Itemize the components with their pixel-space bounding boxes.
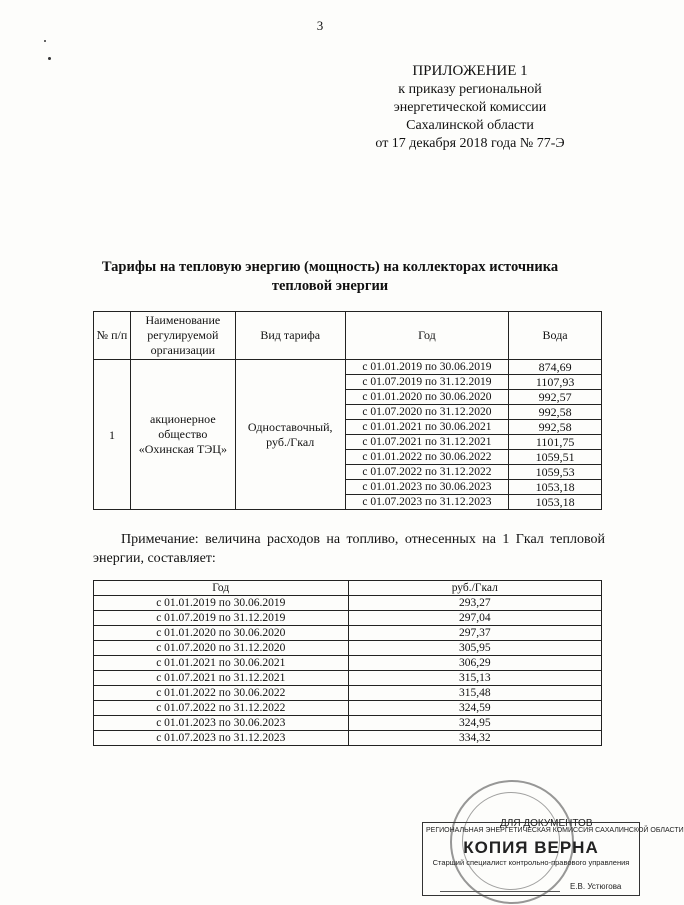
stamp-for-documents: ДЛЯ ДОКУМЕНТОВ	[500, 818, 593, 829]
col-header-number: № п/п	[94, 312, 131, 360]
tariff-value: 992,58	[509, 405, 602, 420]
annex-line: энергетической комиссии	[393, 100, 547, 115]
tariff-value: 1101,75	[509, 435, 602, 450]
annex-line: Сахалинской области	[406, 118, 534, 133]
table-row	[94, 626, 602, 641]
fuel-value: 324,59	[348, 701, 601, 716]
col-header-water: Вода	[509, 312, 602, 360]
table-row	[94, 641, 602, 656]
table-row	[94, 701, 602, 716]
fuel-value: 297,04	[348, 611, 601, 626]
fuel-period: с 01.01.2020 по 30.06.2020	[94, 626, 349, 641]
table-row	[94, 596, 602, 611]
note-paragraph: Примечание: величина расходов на топливо, отнесенных на 1 Гкал тепловой энергии, составляет:	[93, 532, 605, 566]
fuel-period: с 01.07.2022 по 31.12.2022	[94, 701, 349, 716]
page-number: 3	[316, 18, 324, 33]
table-row	[94, 686, 602, 701]
annex-line: от 17 декабря 2018 года № 77-Э	[375, 136, 565, 151]
tariff-value: 992,57	[509, 390, 602, 405]
tariff-period: с 01.07.2022 по 31.12.2022	[345, 465, 509, 480]
tariff-period: с 01.01.2021 по 30.06.2021	[345, 420, 509, 435]
tariff-value: 1053,18	[509, 480, 602, 495]
tariff-kind: Одноставочный, руб./Гкал	[235, 360, 345, 510]
fuel-period: с 01.01.2023 по 30.06.2023	[94, 716, 349, 731]
fuel-period: с 01.01.2022 по 30.06.2022	[94, 686, 349, 701]
stamp-signer: Е.В. Устюгова	[570, 882, 622, 891]
tariff-period: с 01.01.2023 по 30.06.2023	[345, 480, 509, 495]
annex-heading: ПРИЛОЖЕНИЕ 1	[412, 63, 528, 79]
fuel-value: 324,95	[348, 716, 601, 731]
fuel-period: с 01.01.2021 по 30.06.2021	[94, 656, 349, 671]
col-header-tariff-kind: Вид тарифа	[235, 312, 345, 360]
fuel-value: 334,32	[348, 731, 601, 746]
tariff-value: 992,58	[509, 420, 602, 435]
fuel-cost-table	[93, 580, 602, 746]
fuel-value: 315,13	[348, 671, 601, 686]
table-row	[94, 656, 602, 671]
fuel-period: с 01.07.2023 по 31.12.2023	[94, 731, 349, 746]
fuel-period: с 01.07.2021 по 31.12.2021	[94, 671, 349, 686]
col-header-period: Год	[345, 312, 509, 360]
col-header-period: Год	[94, 581, 349, 596]
table-row	[94, 731, 602, 746]
tariff-value: 1107,93	[509, 375, 602, 390]
fuel-period: с 01.01.2019 по 30.06.2019	[94, 596, 349, 611]
fuel-value: 297,37	[348, 626, 601, 641]
scan-speck	[48, 57, 51, 60]
fuel-value: 305,95	[348, 641, 601, 656]
tariff-period: с 01.01.2019 по 30.06.2019	[345, 360, 509, 375]
tariff-period: с 01.07.2021 по 31.12.2021	[345, 435, 509, 450]
tariff-period: с 01.01.2020 по 30.06.2020	[345, 390, 509, 405]
table-row	[94, 716, 602, 731]
tariff-value: 1053,18	[509, 495, 602, 510]
stamp-copy-verified: КОПИЯ ВЕРНА	[463, 838, 599, 857]
col-header-value: руб./Гкал	[348, 581, 601, 596]
fuel-period: с 01.07.2019 по 31.12.2019	[94, 611, 349, 626]
table-row	[94, 360, 602, 375]
stamp-position: Старший специалист контрольно-правового управления	[432, 858, 630, 867]
tariff-value: 1059,51	[509, 450, 602, 465]
fuel-value: 306,29	[348, 656, 601, 671]
document-title: Тарифы на тепловую энергию (мощность) на коллекторах источника тепловой энергии	[101, 259, 559, 294]
tariff-value: 1059,53	[509, 465, 602, 480]
stamp-department: РЕГИОНАЛЬНАЯ ЭНЕРГЕТИЧЕСКАЯ КОМИССИЯ САХАЛИНСКОЙ ОБЛАСТИ	[426, 827, 684, 834]
tariff-table-header	[94, 312, 602, 360]
signature-line	[440, 891, 560, 892]
col-header-organization: Наименование регулируемой организации	[130, 312, 235, 360]
row-number: 1	[94, 360, 131, 510]
fuel-value: 315,48	[348, 686, 601, 701]
tariff-value: 874,69	[509, 360, 602, 375]
tariff-period: с 01.07.2019 по 31.12.2019	[345, 375, 509, 390]
tariff-period: с 01.07.2023 по 31.12.2023	[345, 495, 509, 510]
table-row	[94, 611, 602, 626]
fuel-value: 293,27	[348, 596, 601, 611]
scan-speck	[44, 40, 46, 42]
annex-line: к приказу региональной	[398, 82, 542, 97]
table-row	[94, 671, 602, 686]
fuel-period: с 01.07.2020 по 31.12.2020	[94, 641, 349, 656]
tariff-period: с 01.01.2022 по 30.06.2022	[345, 450, 509, 465]
tariff-period: с 01.07.2020 по 31.12.2020	[345, 405, 509, 420]
fuel-table-header	[94, 581, 602, 596]
organization-name: акционерное общество «Охинская ТЭЦ»	[130, 360, 235, 510]
tariff-table	[93, 311, 602, 510]
